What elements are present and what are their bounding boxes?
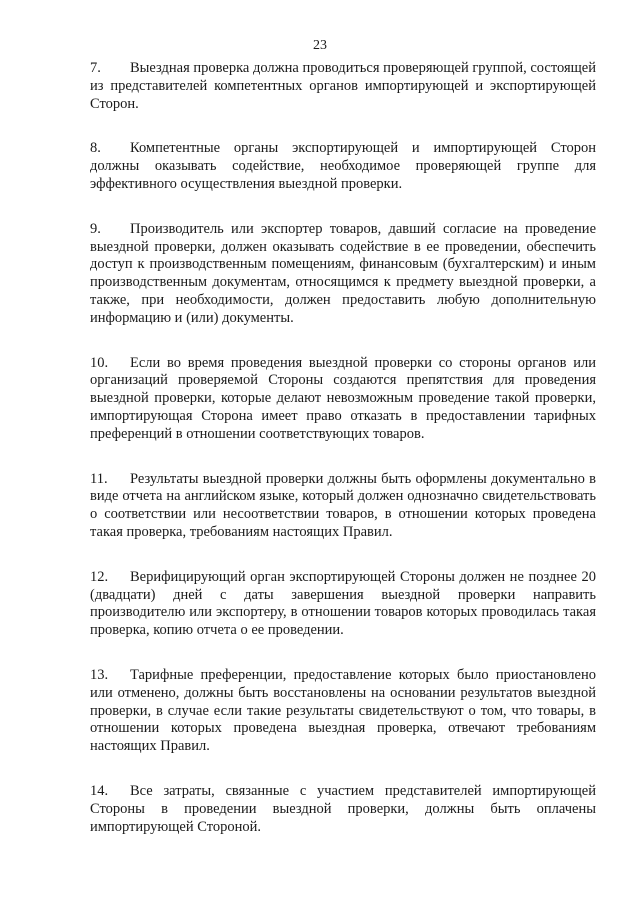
paragraph-text: Все затраты, связанные с участием представителей импортирующей Стороны в проведении выездной проверки, должны быть оплачены импортирующей Стороной.: [90, 782, 596, 835]
paragraph-7: [90, 60, 596, 113]
paragraph-text: Производитель или экспортер товаров, давший согласие на проведение выездной проверки, должен оказывать содействие в ее проведении, обеспечить доступ к производственным помещениям, финансовым (бухгалтерским) и иным производственным документам, относящимся к предмету выездной проверки, а также, при необходимости, должен предоставить любую дополнительную информацию и (или) документы.: [90, 220, 596, 326]
paragraph-11: [90, 471, 596, 542]
paragraph-number: 7.: [90, 60, 101, 76]
paragraph-number: 10.: [90, 354, 109, 371]
paragraph-number: 13.: [90, 666, 109, 683]
paragraph-text: Компетентные органы экспортирующей и импортирующей Сторон должны оказывать содействие, необходимое проверяющей группе для эффективного осуществления выездной проверки.: [90, 140, 596, 192]
paragraph-text: Тарифные преференции, предоставление которых было приостановлено или отменено, должны быть восстановлены на основании результатов выездной проверки, в случае если такие результаты свидетельствуют о том, что товары, в отношении которых проведена выездная проверка, отвечают требованиям настоящих Правил.: [90, 666, 596, 755]
paragraph-text: Выездная проверка должна проводиться проверяющей группой, состоящей из представителей компетентных органов импортирующей и экспортирующей Сторон.: [90, 60, 596, 112]
paragraph-number: 14.: [90, 782, 109, 799]
paragraph-number: 12.: [90, 568, 109, 585]
paragraph-text: Результаты выездной проверки должны быть оформлены документально в виде отчета на английском языке, который должен однозначно свидетельствовать о соответствии или несоответствии товаров, в отношении которых проведена такая проверка, требованиям настоящих Правил.: [90, 470, 596, 540]
paragraph-13: [90, 667, 596, 756]
paragraph-text: Если во время проведения выездной проверки со стороны органов или организаций проверяемой Стороны создаются препятствия для проведения выездной проверки, которые делают невозможным проведение такой проверки, импортирующая Сторона имеет право отказать в предоставлении тарифных преференций в отношении соответствующих товаров.: [90, 354, 596, 442]
paragraph-text: Верифицирующий орган экспортирующей Стороны должен не позднее 20 (двадцати) дней с даты завершения выездной проверки направить производителю или экспортеру, в отношении товаров которых проводилась такая проверка, копию отчета о ее проведении.: [90, 568, 596, 639]
paragraph-12: [90, 569, 596, 640]
paragraph-number: 9.: [90, 220, 101, 237]
page-number: 23: [313, 38, 327, 53]
paragraph-number: 8.: [90, 140, 101, 157]
paragraph-14: [90, 783, 596, 836]
paragraph-8: [90, 140, 596, 193]
paragraph-10: [90, 355, 596, 444]
document-body: [90, 60, 596, 863]
paragraph-9: [90, 221, 596, 328]
paragraph-number: 11.: [90, 470, 108, 487]
